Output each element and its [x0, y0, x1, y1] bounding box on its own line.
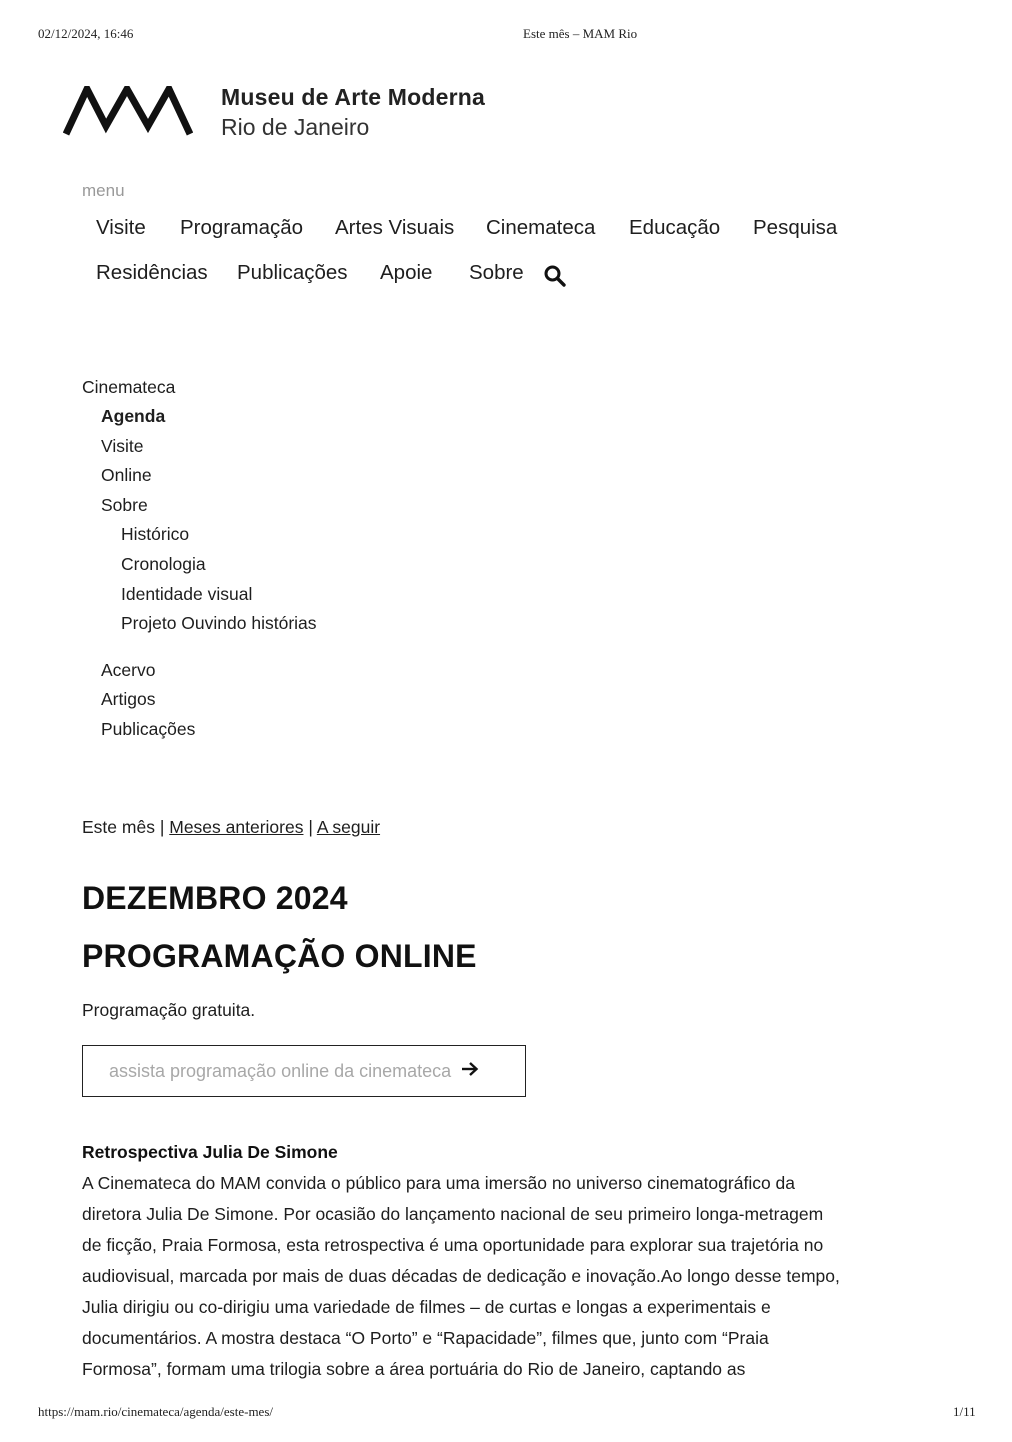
nav-item-cinemateca[interactable]: Cinemateca	[486, 216, 596, 239]
sidebar-root-cinemateca[interactable]: Cinemateca	[82, 377, 176, 397]
article-title: Retrospectiva Julia De Simone	[82, 1142, 338, 1162]
logo-title[interactable]: Museu de Arte Moderna	[221, 84, 486, 110]
search-icon[interactable]	[543, 264, 567, 288]
article-line: Julia dirigiu ou co-dirigiu uma variedade de filmes – de curtas e longas a experimentais e	[82, 1297, 771, 1317]
sidebar-subitem-projeto-ouvindo-historias[interactable]: Projeto Ouvindo histórias	[121, 613, 317, 633]
article-line: A Cinemateca do MAM convida o público para uma imersão no universo cinematográfico da	[82, 1173, 796, 1193]
logo-subtitle[interactable]: Rio de Janeiro	[221, 114, 370, 140]
nav-item-residencias[interactable]: Residências	[96, 261, 208, 284]
watch-online-label: assista programação online da cinemateca	[109, 1060, 452, 1081]
print-page-number: 1/11	[953, 1404, 976, 1419]
print-datetime: 02/12/2024, 16:46	[38, 26, 134, 41]
nav-item-educacao[interactable]: Educação	[629, 216, 721, 239]
sidebar-item-visite[interactable]: Visite	[101, 436, 144, 456]
nav-item-apoie[interactable]: Apoie	[380, 261, 433, 284]
sidebar-item-online[interactable]: Online	[101, 465, 152, 485]
article-line: audiovisual, marcada por mais de duas décadas de dedicação e inovação.Ao longo desse tempo,	[82, 1266, 840, 1286]
sidebar-subitem-cronologia[interactable]: Cronologia	[121, 554, 206, 574]
print-page-title: Este mês – MAM Rio	[523, 26, 638, 41]
sidebar-subitem-identidade-visual[interactable]: Identidade visual	[121, 584, 253, 604]
sidebar-item-sobre[interactable]: Sobre	[101, 495, 148, 515]
nav-item-visite[interactable]: Visite	[96, 216, 146, 239]
sidebar-item-acervo[interactable]: Acervo	[101, 660, 156, 680]
tab-separator: |	[308, 817, 313, 837]
watch-online-button[interactable]	[82, 1045, 526, 1097]
print-url: https://mam.rio/cinemateca/agenda/este-mes/	[38, 1404, 273, 1419]
nav-item-programacao[interactable]: Programação	[180, 216, 304, 239]
arrow-right-icon	[461, 1061, 479, 1082]
section-heading: PROGRAMAÇÃO ONLINE	[82, 938, 477, 974]
sidebar-subitem-historico[interactable]: Histórico	[121, 524, 190, 544]
nav-item-sobre[interactable]: Sobre	[469, 261, 524, 284]
month-tabs	[82, 817, 380, 838]
tab-a-seguir[interactable]: A seguir	[316, 817, 381, 837]
article-line: Formosa”, formam uma trilogia sobre a área portuária do Rio de Janeiro, captando as	[82, 1359, 746, 1379]
free-note: Programação gratuita.	[82, 1000, 256, 1020]
tab-separator: |	[159, 817, 165, 837]
tab-este-mes: Este mês	[82, 817, 155, 837]
article-line: diretora Julia De Simone. Por ocasião do lançamento nacional de seu primeiro longa-metragem	[82, 1204, 824, 1224]
nav-item-pesquisa[interactable]: Pesquisa	[753, 216, 838, 239]
nav-item-artes-visuais[interactable]: Artes Visuais	[335, 216, 455, 239]
sidebar-item-publicacoes[interactable]: Publicações	[101, 719, 196, 739]
sidebar-item-artigos[interactable]: Artigos	[101, 689, 156, 709]
sidebar-item-agenda[interactable]: Agenda	[101, 406, 166, 426]
tab-meses-anteriores[interactable]: Meses anteriores	[169, 817, 304, 837]
article-line: de ficção, Praia Formosa, esta retrospectiva é uma oportunidade para explorar sua trajetória no	[82, 1235, 824, 1255]
month-heading: DEZEMBRO 2024	[82, 880, 348, 916]
article-line: documentários. A mostra destaca “O Porto” e “Rapacidade”, filmes que, junto com “Praia	[82, 1328, 769, 1348]
menu-toggle[interactable]: menu	[82, 181, 125, 200]
mam-logo-icon[interactable]	[63, 86, 193, 141]
nav-item-publicacoes[interactable]: Publicações	[237, 261, 348, 284]
